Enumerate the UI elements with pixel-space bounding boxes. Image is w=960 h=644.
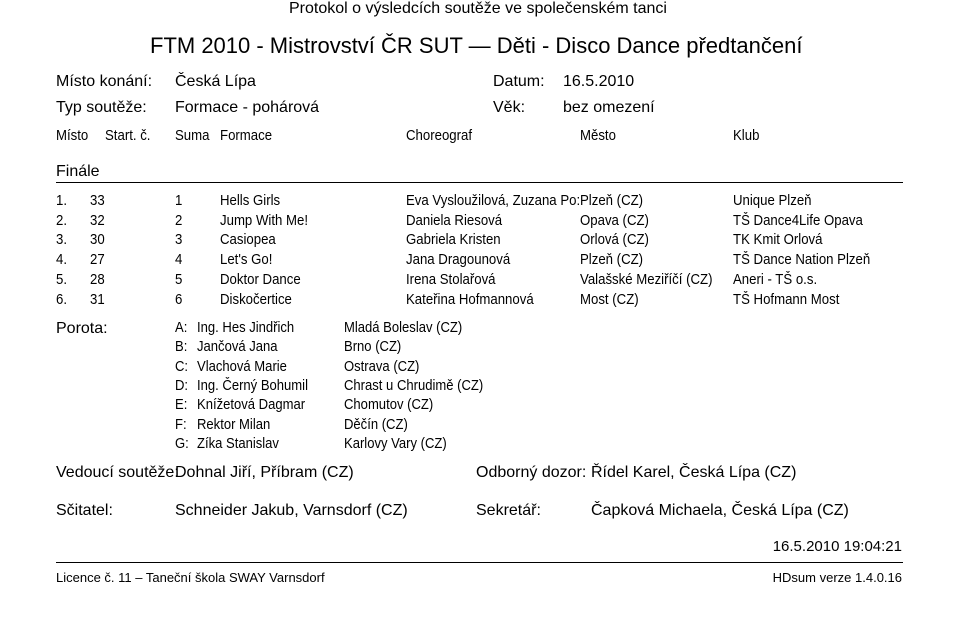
col-club: Klub: [733, 127, 760, 144]
col-choreographer: Choreograf: [406, 127, 473, 144]
result-city: Orlová (CZ): [580, 231, 649, 249]
result-sum: 2: [175, 211, 183, 229]
col-start: Start. č.: [105, 127, 151, 144]
result-sum: 5: [175, 270, 183, 288]
place-label: Místo konání:: [56, 73, 153, 90]
competition-title: FTM 2010 - Mistrovství ČR SUT — Děti - Disco Dance předtančení: [150, 33, 803, 58]
result-start: 27: [90, 251, 105, 269]
jury-name: Zíka Stanislav: [197, 435, 279, 452]
table-row: [0, 291, 960, 311]
result-choreographer: Irena Stolařová: [406, 270, 496, 288]
supervisor-value: Řídel Karel, Česká Lípa (CZ): [591, 464, 797, 481]
age-value: bez omezení: [563, 99, 655, 116]
col-city: Město: [580, 127, 616, 144]
result-place: 4.: [56, 251, 68, 269]
secretary-value: Čapková Michaela, Česká Lípa (CZ): [591, 502, 849, 519]
result-sum: 3: [175, 231, 183, 249]
jury-letter: C:: [175, 358, 189, 375]
result-club: TK Kmit Orlová: [733, 231, 823, 249]
table-row: [0, 271, 960, 291]
result-club: TŠ Dance Nation Plzeň: [733, 251, 871, 269]
jury-name: Rektor Milan: [197, 416, 271, 433]
result-club: TŠ Dance4Life Opava: [733, 211, 863, 229]
result-choreographer: Jana Dragounová: [406, 251, 511, 269]
jury-city: Děčín (CZ): [344, 416, 408, 433]
result-formation: Doktor Dance: [220, 270, 301, 288]
type-label: Typ soutěže:: [56, 99, 147, 116]
jury-city: Ostrava (CZ): [344, 358, 420, 375]
col-sum: Suma: [175, 127, 210, 144]
result-start: 30: [90, 231, 105, 249]
column-header-row: [0, 127, 960, 147]
jury-city: Brno (CZ): [344, 339, 402, 356]
table-row: [0, 251, 960, 271]
print-timestamp: 16.5.2010 19:04:21: [772, 538, 902, 555]
jury-letter: E:: [175, 397, 188, 414]
jury-name: Ing. Hes Jindřich: [197, 320, 295, 336]
result-start: 31: [90, 290, 105, 308]
jury-name: Ing. Černý Bohumil: [197, 377, 308, 394]
jury-name: Vlachová Marie: [197, 358, 287, 375]
result-formation: Diskočertice: [220, 290, 292, 308]
result-start: 33: [90, 192, 105, 209]
leader-label: Vedoucí soutěže:: [56, 464, 179, 481]
type-value: Formace - pohárová: [175, 99, 320, 116]
jury-letter: B:: [175, 339, 188, 356]
result-sum: 1: [175, 192, 183, 209]
col-place: Místo: [56, 127, 89, 144]
jury-city: Chomutov (CZ): [344, 397, 434, 414]
date-value: 16.5.2010: [563, 73, 635, 90]
result-city: Most (CZ): [580, 290, 639, 308]
table-row: [0, 192, 960, 212]
result-city: Valašské Meziříčí (CZ): [580, 270, 713, 288]
result-start: 32: [90, 211, 105, 229]
result-formation: Casiopea: [220, 231, 276, 249]
table-row: [0, 212, 960, 232]
age-label: Věk:: [493, 99, 526, 116]
result-club: TŠ Hofmann Most: [733, 290, 840, 308]
result-club: Unique Plzeň: [733, 192, 812, 209]
result-choreographer: Gabriela Kristen: [406, 231, 501, 249]
result-formation: Let's Go!: [220, 251, 273, 269]
result-sum: 6: [175, 290, 183, 308]
result-place: 3.: [56, 231, 68, 249]
date-label: Datum:: [493, 73, 545, 90]
supervisor-label: Odborný dozor:: [476, 464, 587, 481]
place-value: Česká Lípa: [175, 73, 256, 90]
result-club: Aneri - TŠ o.s.: [733, 270, 818, 288]
jury-city: Karlovy Vary (CZ): [344, 435, 447, 452]
jury-letter: G:: [175, 435, 189, 452]
final-divider: [56, 182, 903, 183]
protocol-heading: Protokol o výsledcích soutěže ve společenském tanci: [289, 0, 667, 17]
counter-value: Schneider Jakub, Varnsdorf (CZ): [175, 502, 408, 519]
jury-letter: D:: [175, 377, 189, 394]
result-choreographer: Eva Vysloužilová, Zuzana Po:: [406, 192, 580, 209]
result-city: Opava (CZ): [580, 211, 649, 229]
result-place: 5.: [56, 270, 68, 288]
leader-value: Dohnal Jiří, Příbram (CZ): [175, 464, 354, 481]
result-place: 1.: [56, 192, 68, 209]
jury-city: Chrast u Chrudimě (CZ): [344, 377, 484, 394]
jury-city: Mladá Boleslav (CZ): [344, 320, 463, 336]
jury-label: Porota:: [56, 320, 108, 337]
result-choreographer: Daniela Riesová: [406, 211, 503, 229]
result-start: 28: [90, 270, 105, 288]
jury-letter: F:: [175, 416, 187, 433]
table-row: [0, 231, 960, 251]
result-place: 2.: [56, 211, 68, 229]
final-label: Finále: [56, 163, 100, 180]
result-place: 6.: [56, 290, 68, 308]
col-formation: Formace: [220, 127, 273, 144]
result-formation: Hells Girls: [220, 192, 281, 209]
secretary-label: Sekretář:: [476, 502, 541, 519]
jury-name: Knížetová Dagmar: [197, 397, 306, 414]
counter-label: Sčitatel:: [56, 502, 113, 519]
result-city: Plzeň (CZ): [580, 251, 644, 269]
result-choreographer: Kateřina Hofmannová: [406, 290, 534, 308]
result-city: Plzeň (CZ): [580, 192, 644, 209]
license-text: Licence č. 11 – Taneční škola SWAY Varnsdorf: [56, 570, 325, 585]
result-sum: 4: [175, 251, 183, 269]
footer-divider: [56, 562, 903, 563]
jury-name: Jančová Jana: [197, 339, 278, 356]
result-formation: Jump With Me!: [220, 211, 309, 229]
version-text: HDsum verze 1.4.0.16: [772, 570, 902, 585]
jury-letter: A:: [175, 320, 188, 336]
